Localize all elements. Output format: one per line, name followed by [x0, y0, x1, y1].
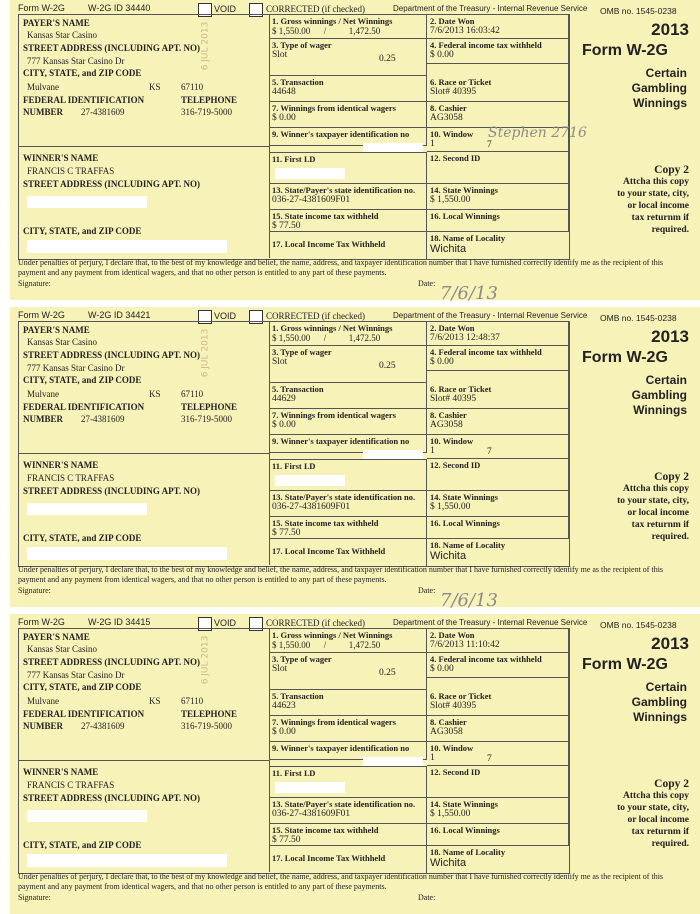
box-6-race-or-ticket: 6. Race or Ticket Slot# 40395 — [427, 64, 569, 102]
transaction-number: 44648 — [272, 87, 296, 97]
date-label: Date: — [418, 586, 436, 595]
form-label: Form W-2G — [18, 617, 65, 627]
winner-name: FRANCIS C TRAFFAS — [27, 780, 115, 790]
identical-wagers-value: $ 0.00 — [272, 727, 296, 737]
omb-number: OMB no. 1545-0238 — [600, 313, 677, 323]
cashier-id: AG3058 — [430, 113, 463, 123]
box-17-local-tax: 17. Local Income Tax Withheld — [269, 539, 427, 566]
window-number: 1 — [430, 139, 435, 149]
void-label: VOID — [214, 311, 237, 321]
box-12-second-id: 12. Second ID — [427, 766, 569, 798]
cashier-id: AG3058 — [430, 420, 463, 430]
handwritten-date: 7/6/13 — [440, 283, 498, 304]
tax-year: 2013 — [651, 634, 689, 653]
box-15-state-tax: 15. State income tax withheld $ 77.50 — [269, 210, 427, 232]
payer-street: 777 Kansas Star Casino Dr — [27, 363, 125, 373]
payer-name: Kansas Star Casino — [27, 644, 97, 654]
w2g-form — [0, 614, 700, 914]
box-7-identical-wagers: 7. Winnings from identical wagers $ 0.00 — [269, 409, 427, 435]
form-id: W-2G ID 34421 — [88, 310, 151, 320]
payer-state: KS — [149, 82, 161, 92]
winner-section — [19, 760, 270, 872]
winner-name: FRANCIS C TRAFFAS — [27, 166, 115, 176]
redacted-winner-city — [27, 854, 227, 867]
box-17-local-tax: 17. Local Income Tax Withheld — [269, 846, 427, 873]
payer-name: Kansas Star Casino — [27, 30, 97, 40]
box-6-race-or-ticket: 6. Race or Ticket Slot# 40395 — [427, 678, 569, 716]
redacted-first-id — [275, 782, 345, 793]
federal-tax-withheld: $ 0.00 — [430, 664, 454, 674]
department-label: Department of the Treasury - Internal Revenue Service — [393, 618, 588, 627]
transaction-number: 44629 — [272, 394, 296, 404]
box-13-state-id: 13. State/Payer's state identification no. 036-27-4381609F01 — [269, 491, 427, 517]
wager-denomination: 0.25 — [379, 668, 396, 678]
redacted-winner-street — [27, 503, 147, 515]
redacted-taxpayer-id — [363, 143, 423, 152]
fed-id: 27-4381609 — [81, 414, 125, 424]
date-won: 7/6/2013 12:48:37 — [430, 333, 500, 343]
redacted-winner-city — [27, 240, 227, 253]
box-8-cashier: 8. Cashier AG3058 — [427, 716, 569, 742]
box-3-type-of-wager: 3. Type of wager Slot 0.25 — [269, 653, 427, 690]
copy-2-instructions: Copy 2 Attcha this copy to your state, city, or local income tax returnm if required. — [617, 471, 689, 542]
handwritten-date: 7/6/13 — [440, 590, 498, 611]
box-10-window: 10. Window 1 7 — [427, 742, 569, 766]
net-winnings: 1,472.50 — [348, 333, 381, 343]
perjury-statement: Under penalties of perjury, I declare that, to the best of my knowledge and belief, the name, address, and taxpayer identification number that I have furnished correctly identify me as the recipient of this payment and any payment from identical wagers, and that no other person is entitled to any part of these payments. — [18, 258, 664, 277]
perjury-statement: Under penalties of perjury, I declare that, to the best of my knowledge and belief, the name, address, and taxpayer identification number that I have furnished correctly identify me as the recipient of this payment and any payment from identical wagers, and that no other person is entitled to any part of these payments. — [18, 565, 664, 584]
form-title: Form W-2G — [582, 42, 668, 59]
box-14-state-winnings: 14. State Winnings $ 1,550.00 — [427, 491, 569, 517]
gross-winnings: $ 1,550.00 — [272, 26, 311, 36]
box-11-first-id: 11. First I.D — [269, 459, 427, 491]
box-14-state-winnings: 14. State Winnings $ 1,550.00 — [427, 798, 569, 824]
form-title: Form W-2G — [582, 656, 668, 673]
redacted-winner-city — [27, 547, 227, 560]
fed-id-label: FEDERAL IDENTIFICATION — [23, 402, 145, 412]
payer-city: Mulvane — [27, 696, 59, 706]
winner-city-label: CITY, STATE, and ZIP CODE — [23, 533, 142, 543]
box-9-taxpayer-id: 9. Winner's taxpayer identification no — [269, 435, 427, 453]
transaction-number: 44623 — [272, 701, 296, 711]
federal-tax-withheld: $ 0.00 — [430, 50, 454, 60]
net-winnings: 1,472.50 — [348, 640, 381, 650]
winner-city-label: CITY, STATE, and ZIP CODE — [23, 226, 142, 236]
received-stamp: 6 JUL 2013 — [200, 21, 211, 71]
w2g-form — [0, 307, 700, 611]
state-winnings: $ 1,550.00 — [430, 809, 471, 819]
window-number: 1 — [430, 446, 435, 456]
net-winnings: 1,472.50 — [348, 26, 381, 36]
date-won: 7/6/2013 16:03:42 — [430, 26, 500, 36]
form-id: W-2G ID 34415 — [88, 617, 151, 627]
payer-street: 777 Kansas Star Casino Dr — [27, 670, 125, 680]
payer-section — [19, 15, 270, 147]
box-5-transaction: 5. Transaction 44648 — [269, 76, 427, 102]
fed-id: 27-4381609 — [81, 721, 125, 731]
locality-name: Wichita — [430, 243, 467, 255]
payer-street: 777 Kansas Star Casino Dr — [27, 56, 125, 66]
window-number: 1 — [430, 753, 435, 763]
tax-year: 2013 — [651, 327, 689, 346]
form-label: Form W-2G — [18, 310, 65, 320]
box-2-date-won: 2. Date Won 7/6/2013 11:10:42 — [427, 629, 569, 653]
payer-city-label: CITY, STATE, and ZIP CODE — [23, 682, 142, 692]
wager-denomination: 0.25 — [379, 54, 396, 64]
payer-zip: 67110 — [181, 82, 204, 92]
form-title: Form W-2G — [582, 349, 668, 366]
box-7-identical-wagers: 7. Winnings from identical wagers $ 0.00 — [269, 102, 427, 128]
redacted-first-id — [275, 168, 345, 179]
box-6-race-or-ticket: 6. Race or Ticket Slot# 40395 — [427, 371, 569, 409]
void-label: VOID — [214, 618, 237, 628]
box-5-transaction: 5. Transaction 44623 — [269, 690, 427, 716]
ticket-number: Slot# 40395 — [430, 394, 477, 404]
wager-type: Slot — [272, 357, 288, 367]
identical-wagers-value: $ 0.00 — [272, 113, 296, 123]
tax-year: 2013 — [651, 20, 689, 39]
payer-city: Mulvane — [27, 82, 59, 92]
gross-winnings: $ 1,550.00 — [272, 640, 311, 650]
telephone-label: TELEPHONE — [181, 95, 238, 105]
box-13-state-id: 13. State/Payer's state identification no. 036-27-4381609F01 — [269, 798, 427, 824]
box-16-local-winnings: 16. Local Winnings — [427, 210, 569, 232]
date-label: Date: — [418, 893, 436, 902]
winner-name-label: WINNER'S NAME — [23, 460, 99, 470]
form-id: W-2G ID 34440 — [88, 3, 151, 13]
signature-label: Signature: — [18, 586, 51, 595]
state-tax-withheld: $ 77.50 — [272, 528, 301, 538]
payer-name-label: PAYER'S NAME — [23, 632, 90, 642]
winner-name-label: WINNER'S NAME — [23, 153, 99, 163]
corrected-label: CORRECTED (if checked) — [266, 618, 365, 628]
box-5-transaction: 5. Transaction 44629 — [269, 383, 427, 409]
box-17-local-tax: 17. Local Income Tax Withheld — [269, 232, 427, 259]
date-won: 7/6/2013 11:10:42 — [430, 640, 500, 650]
corrected-label: CORRECTED (if checked) — [266, 4, 365, 14]
form-boxes — [18, 628, 570, 874]
omb-number: OMB no. 1545-0238 — [600, 6, 677, 16]
payer-street-label: STREET ADDRESS (INCLUDING APT. NO) — [23, 350, 200, 360]
form-subtitle: Certain Gambling Winnings — [631, 373, 687, 417]
redacted-winner-street — [27, 196, 147, 208]
box-9-taxpayer-id: 9. Winner's taxpayer identification no — [269, 742, 427, 760]
department-label: Department of the Treasury - Internal Revenue Service — [393, 4, 588, 13]
box-18-locality: 18. Name of Locality Wichita — [427, 539, 569, 566]
w2g-form — [0, 0, 700, 304]
payer-name-label: PAYER'S NAME — [23, 325, 90, 335]
telephone: 316-719-5000 — [181, 721, 232, 731]
box-9-taxpayer-id: 9. Winner's taxpayer identification no — [269, 128, 427, 146]
winner-city-label: CITY, STATE, and ZIP CODE — [23, 840, 142, 850]
payer-section — [19, 629, 270, 761]
box-12-second-id: 12. Second ID — [427, 152, 569, 184]
corrected-label: CORRECTED (if checked) — [266, 311, 365, 321]
omb-number: OMB no. 1545-0238 — [600, 620, 677, 630]
box-4-federal-tax: 4. Federal income tax withheld $ 0.00 — [427, 346, 569, 371]
federal-tax-withheld: $ 0.00 — [430, 357, 454, 367]
identical-wagers-value: $ 0.00 — [272, 420, 296, 430]
state-id-number: 036-27-4381609F01 — [272, 195, 351, 205]
box-11-first-id: 11. First I.D — [269, 152, 427, 184]
box-3-type-of-wager: 3. Type of wager Slot 0.25 — [269, 346, 427, 383]
received-stamp: 6 JUL 2013 — [200, 328, 211, 378]
form-subtitle: Certain Gambling Winnings — [631, 66, 687, 110]
signature-label: Signature: — [18, 893, 51, 902]
winner-name: FRANCIS C TRAFFAS — [27, 473, 115, 483]
redacted-taxpayer-id — [363, 757, 423, 766]
gross-winnings: $ 1,550.00 — [272, 333, 311, 343]
box-7-identical-wagers: 7. Winnings from identical wagers $ 0.00 — [269, 716, 427, 742]
state-id-number: 036-27-4381609F01 — [272, 809, 351, 819]
box-16-local-winnings: 16. Local Winnings — [427, 517, 569, 539]
box-18-locality: 18. Name of Locality Wichita — [427, 232, 569, 259]
box-1-gross-winnings: 1. Gross winnings / Net Winnings $ 1,550.00 / 1,472.50 — [269, 629, 427, 653]
wager-type: Slot — [272, 50, 288, 60]
winner-section — [19, 146, 270, 258]
winner-street-label: STREET ADDRESS (INCLUDING APT. NO) — [23, 486, 200, 496]
state-id-number: 036-27-4381609F01 — [272, 502, 351, 512]
telephone-label: TELEPHONE — [181, 709, 238, 719]
payer-city-label: CITY, STATE, and ZIP CODE — [23, 68, 142, 78]
form-heading — [570, 614, 695, 874]
box-10-window: 10. Window 1 7 — [427, 435, 569, 459]
fed-id: 27-4381609 — [81, 107, 125, 117]
cashier-id: AG3058 — [430, 727, 463, 737]
perjury-statement: Under penalties of perjury, I declare that, to the best of my knowledge and belief, the name, address, and taxpayer identification number that I have furnished correctly identify me as the recipient of this payment and any payment from identical wagers, and that no other person is entitled to any part of these payments. — [18, 872, 664, 891]
fed-id-label: FEDERAL IDENTIFICATION — [23, 709, 145, 719]
fed-id-label-2: NUMBER — [23, 107, 63, 117]
box-2-date-won: 2. Date Won 7/6/2013 12:48:37 — [427, 322, 569, 346]
state-winnings: $ 1,550.00 — [430, 195, 471, 205]
form-boxes — [18, 321, 570, 567]
winner-section — [19, 453, 270, 565]
telephone: 316-719-5000 — [181, 107, 232, 117]
box-2-date-won: 2. Date Won 7/6/2013 16:03:42 — [427, 15, 569, 39]
box-10-window: 10. Window 1 7 — [427, 128, 569, 152]
box-16-local-winnings: 16. Local Winnings — [427, 824, 569, 846]
fed-id-label-2: NUMBER — [23, 414, 63, 424]
ticket-number: Slot# 40395 — [430, 701, 477, 711]
signature-label: Signature: — [18, 279, 51, 288]
copy-2-instructions: Copy 2 Attcha this copy to your state, city, or local income tax returnm if required. — [617, 164, 689, 235]
department-label: Department of the Treasury - Internal Revenue Service — [393, 311, 588, 320]
winner-street-label: STREET ADDRESS (INCLUDING APT. NO) — [23, 793, 200, 803]
box-3-type-of-wager: 3. Type of wager Slot 0.25 — [269, 39, 427, 76]
redacted-first-id — [275, 475, 345, 486]
form-label: Form W-2G — [18, 3, 65, 13]
box-11-first-id: 11. First I.D — [269, 766, 427, 798]
payer-zip: 67110 — [181, 696, 204, 706]
wager-denomination: 0.25 — [379, 361, 396, 371]
state-winnings: $ 1,550.00 — [430, 502, 471, 512]
box-18-locality: 18. Name of Locality Wichita — [427, 846, 569, 873]
redacted-taxpayer-id — [363, 450, 423, 459]
box-8-cashier: 8. Cashier AG3058 — [427, 409, 569, 435]
state-tax-withheld: $ 77.50 — [272, 835, 301, 845]
ticket-number: Slot# 40395 — [430, 87, 477, 97]
payer-section — [19, 322, 270, 454]
box-15-state-tax: 15. State income tax withheld $ 77.50 — [269, 517, 427, 539]
payer-street-label: STREET ADDRESS (INCLUDING APT. NO) — [23, 657, 200, 667]
date-label: Date: — [418, 279, 436, 288]
box-12-second-id: 12. Second ID — [427, 459, 569, 491]
received-stamp: 6 JUL 2013 — [200, 635, 211, 685]
telephone-label: TELEPHONE — [181, 402, 238, 412]
telephone: 316-719-5000 — [181, 414, 232, 424]
box-13-state-id: 13. State/Payer's state identification no. 036-27-4381609F01 — [269, 184, 427, 210]
payer-city-label: CITY, STATE, and ZIP CODE — [23, 375, 142, 385]
payer-state: KS — [149, 696, 161, 706]
wager-type: Slot — [272, 664, 288, 674]
payer-street-label: STREET ADDRESS (INCLUDING APT. NO) — [23, 43, 200, 53]
state-tax-withheld: $ 77.50 — [272, 221, 301, 231]
void-label: VOID — [214, 4, 237, 14]
form-subtitle: Certain Gambling Winnings — [631, 680, 687, 724]
handwritten-scribble: Stephen 2716 — [488, 125, 587, 141]
locality-name: Wichita — [430, 550, 467, 562]
box-15-state-tax: 15. State income tax withheld $ 77.50 — [269, 824, 427, 846]
payer-name: Kansas Star Casino — [27, 337, 97, 347]
box-14-state-winnings: 14. State Winnings $ 1,550.00 — [427, 184, 569, 210]
payer-name-label: PAYER'S NAME — [23, 18, 90, 28]
payer-city: Mulvane — [27, 389, 59, 399]
locality-name: Wichita — [430, 857, 467, 869]
fed-id-label: FEDERAL IDENTIFICATION — [23, 95, 145, 105]
copy-2-instructions: Copy 2 Attcha this copy to your state, city, or local income tax returnm if required. — [617, 778, 689, 849]
fed-id-label-2: NUMBER — [23, 721, 63, 731]
box-4-federal-tax: 4. Federal income tax withheld $ 0.00 — [427, 653, 569, 678]
payer-state: KS — [149, 389, 161, 399]
box-1-gross-winnings: 1. Gross winnings / Net Winnings $ 1,550.00 / 1,472.50 — [269, 322, 427, 346]
winner-name-label: WINNER'S NAME — [23, 767, 99, 777]
form-heading — [570, 307, 695, 567]
form-heading — [570, 0, 695, 260]
payer-zip: 67110 — [181, 389, 204, 399]
winner-street-label: STREET ADDRESS (INCLUDING APT. NO) — [23, 179, 200, 189]
redacted-winner-street — [27, 810, 147, 822]
box-8-cashier: 8. Cashier AG3058 — [427, 102, 569, 128]
box-4-federal-tax: 4. Federal income tax withheld $ 0.00 — [427, 39, 569, 64]
box-1-gross-winnings: 1. Gross winnings / Net Winnings $ 1,550.00 / 1,472.50 — [269, 15, 427, 39]
